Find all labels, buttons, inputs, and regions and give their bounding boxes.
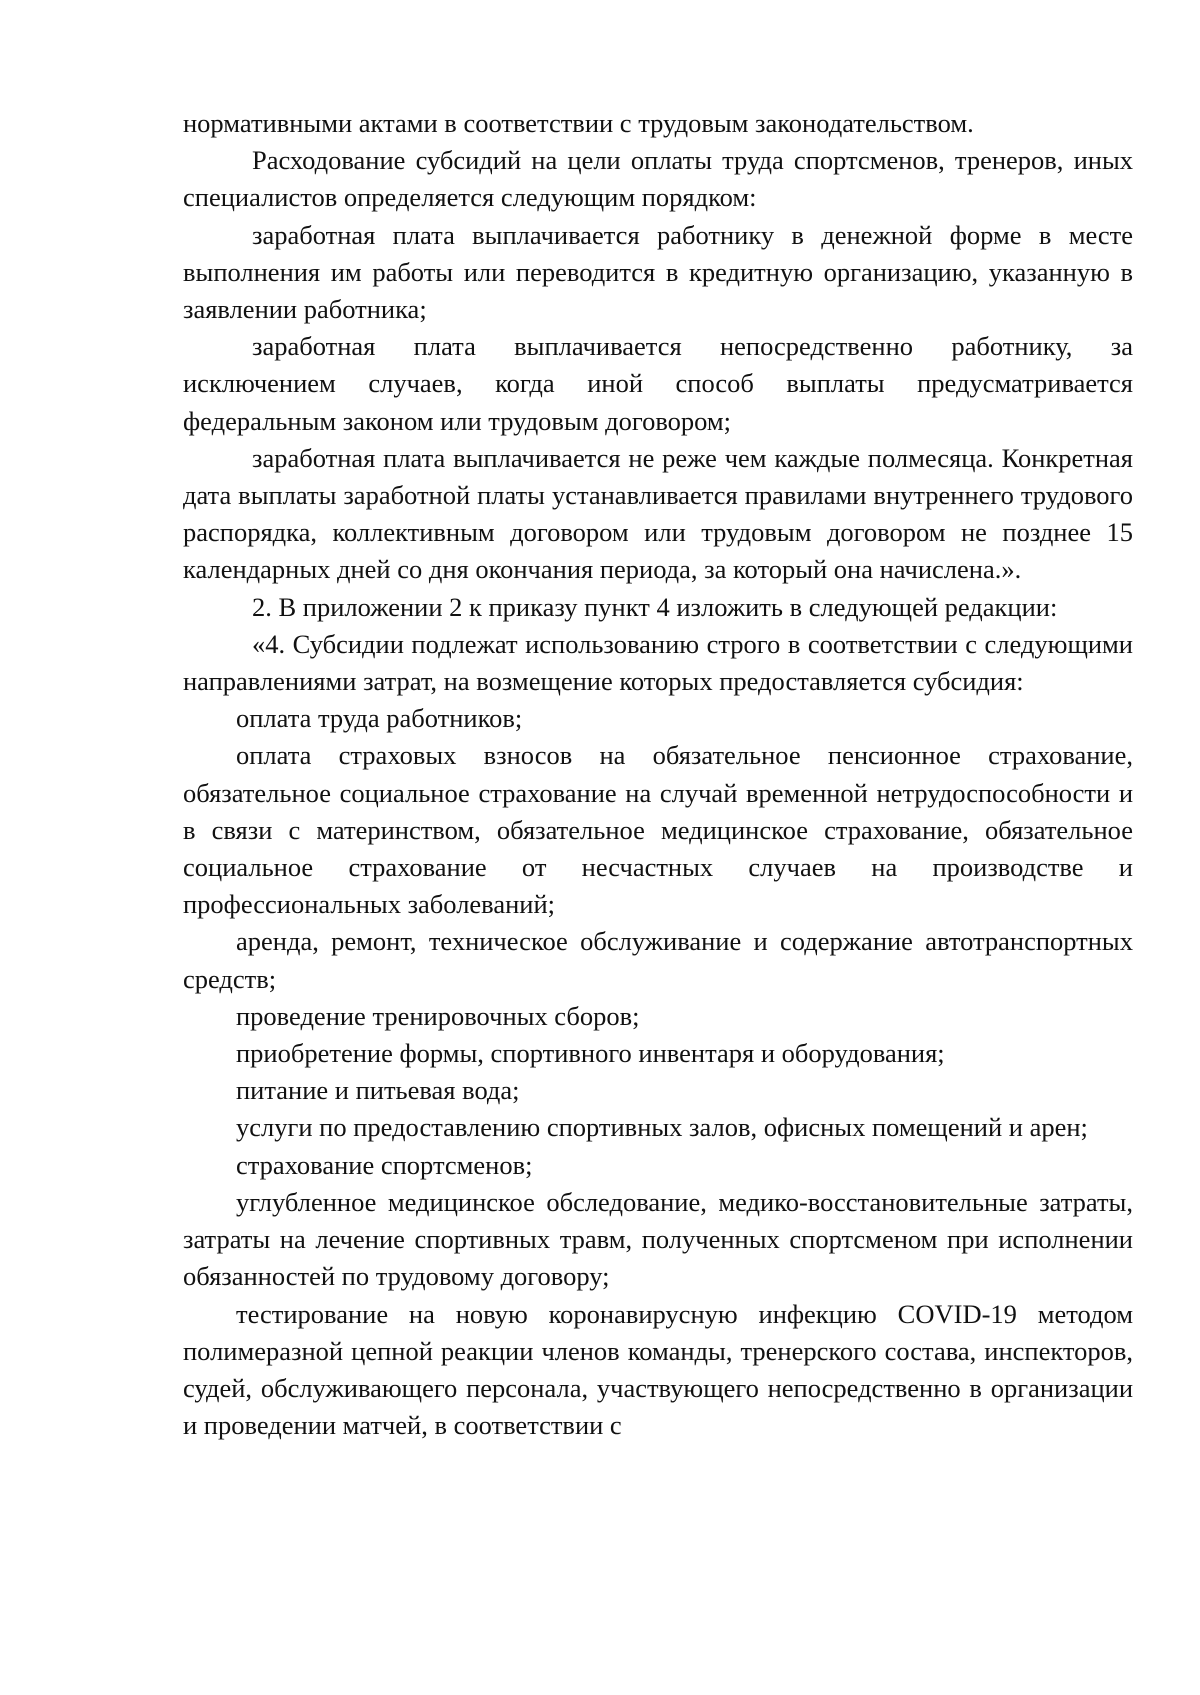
list-item-vehicle-rental: аренда, ремонт, техническое обслуживание и содержание автотранспортных средств; — [183, 926, 1133, 994]
list-item-medical-examination: углубленное медицинское обследование, медико-восстановительные затраты, затраты на лечение спортивных травм, полученных спортсменом при исполнении обязанностей по трудовому договору; — [183, 1186, 1133, 1292]
paragraph-amendment-item-2: 2. В приложении 2 к приказу пункт 4 изложить в следующей редакции: — [252, 591, 1058, 622]
paragraph-continuation: нормативными актами в соответствии с трудовым законодательством. — [183, 108, 974, 138]
list-item-food-water: питание и питьевая вода; — [236, 1075, 520, 1106]
list-item-labor-payment: оплата труда работников; — [236, 703, 523, 734]
paragraph-salary-spending-order: Расходование субсидий на цели оплаты труда спортсменов, тренеров, иных специалистов определяется следующим порядком: — [183, 145, 1133, 213]
list-item-equipment-purchase: приобретение формы, спортивного инвентаря и оборудования; — [236, 1038, 945, 1069]
list-item-training-camps: проведение тренировочных сборов; — [236, 1000, 640, 1031]
paragraph-salary-direct-payment: заработная плата выплачивается непосредственно работнику, за исключением случаев, когда иной способ выплаты предусматривается федеральным законом или трудовым договором; — [183, 331, 1133, 436]
list-item-insurance-contributions: оплата страховых взносов на обязательное пенсионное страхование, обязательное социальное страхование на случай временной нетрудоспособности и в связи с материнством, обязательное медицинское страхование, обязательное социальное страхование от несчастных случаев на производстве и профессиональных заболеваний; — [183, 740, 1133, 920]
list-item-facility-services: услуги по предоставлению спортивных залов, офисных помещений и арен; — [236, 1112, 1088, 1143]
paragraph-salary-payment-form: заработная плата выплачивается работнику в денежной форме в месте выполнения им работы или переводится в кредитную организацию, указанную в заявлении работника; — [183, 219, 1133, 325]
document-body — [183, 105, 1133, 1444]
paragraph-subsidy-clause-4: «4. Субсидии подлежат использованию строго в соответствии с следующими направлениями затрат, на возмещение которых предоставляется субсидия: — [183, 628, 1133, 697]
list-item-covid-testing: тестирование на новую коронавирусную инфекцию COVID-19 методом полимеразной цепной реакции членов команды, тренерского состава, инспекторов, судей, обслуживающего персонала, участвующего непосредственно в организации и проведении матчей, в соответствии с — [183, 1298, 1133, 1441]
paragraph-salary-payment-frequency: заработная плата выплачивается не реже чем каждые полмесяца. Конкретная дата выплаты заработной платы устанавливается правилами внутреннего трудового распорядка, коллективным договором или трудовым договором не позднее 15 календарных дней со дня окончания периода, за который она начислена.». — [183, 442, 1133, 585]
list-item-athlete-insurance: страхование спортсменов; — [236, 1149, 533, 1180]
